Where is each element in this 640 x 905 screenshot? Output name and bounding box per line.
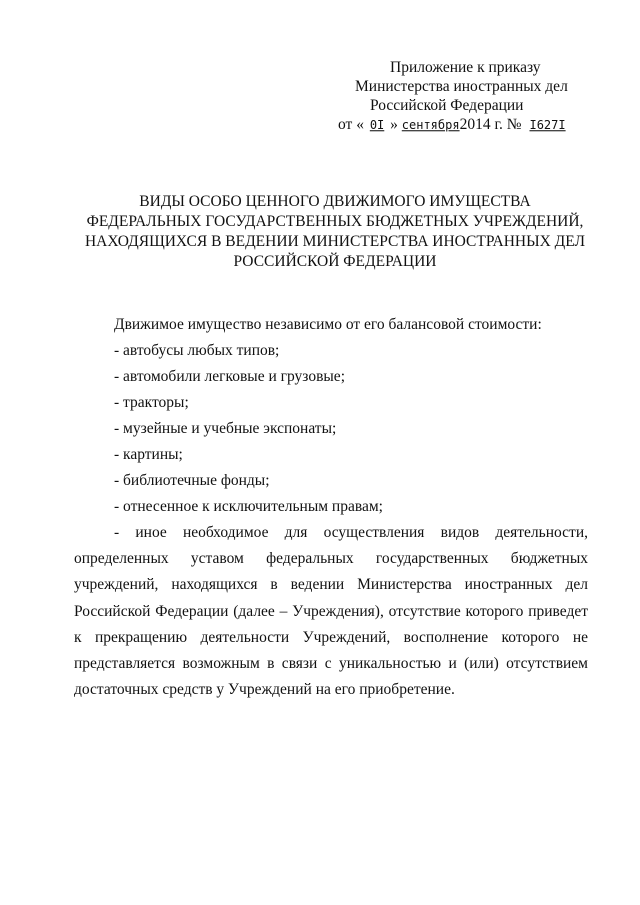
final-paragraph: - иное необходимое для осуществления видов деятельности, определенных уставом федеральных государственных бюджетных учреждений, находящихся в ведении Министерства иностранных дел Российской Федерации (далее – Учреждения), отсутствие которого приведет к прекращению деятельности Учреждений, восполнение которого не представляется возможным в связи с уникальностью и (или) отсутствием достаточных средств у Учреждений на его приобретение. bbox=[74, 524, 588, 699]
order-month: сентября bbox=[401, 117, 460, 133]
order-day: 0I bbox=[369, 117, 385, 133]
document-title bbox=[70, 192, 600, 272]
appendix-line-2: Министерства иностранных дел bbox=[355, 78, 568, 95]
list-item: - отнесенное к исключительным правам; bbox=[114, 498, 383, 515]
list-item: - автобусы любых типов; bbox=[114, 342, 280, 359]
appendix-line-1: Приложение к приказу bbox=[390, 59, 541, 76]
list-item: - картины; bbox=[114, 446, 183, 463]
order-number: I627I bbox=[529, 117, 566, 133]
title-line-4: РОССИЙСКОЙ ФЕДЕРАЦИИ bbox=[233, 253, 437, 270]
document-body bbox=[74, 312, 588, 703]
title-line-2: ФЕДЕРАЛЬНЫХ ГОСУДАРСТВЕННЫХ БЮДЖЕТНЫХ УЧРЕЖДЕНИЙ, bbox=[86, 213, 584, 230]
list-item: - тракторы; bbox=[114, 394, 189, 411]
intro-text: Движимое имущество независимо от его балансовой стоимости: bbox=[114, 316, 542, 333]
title-line-3: НАХОДЯЩИХСЯ В ВЕДЕНИИ МИНИСТЕРСТВА ИНОСТРАННЫХ ДЕЛ bbox=[84, 233, 586, 250]
order-year-text: 2014 г. № bbox=[459, 116, 522, 133]
title-line-1: ВИДЫ ОСОБО ЦЕННОГО ДВИЖИМОГО ИМУЩЕСТВА bbox=[139, 193, 531, 210]
order-mid: » bbox=[390, 116, 398, 133]
appendix-header bbox=[330, 58, 590, 135]
list-item: - музейные и учебные экспонаты; bbox=[114, 420, 337, 437]
order-reference bbox=[330, 115, 590, 135]
list-item: - библиотечные фонды; bbox=[114, 472, 270, 489]
appendix-line-3: Российской Федерации bbox=[370, 97, 524, 114]
property-list bbox=[74, 338, 588, 520]
list-item: - автомобили легковые и грузовые; bbox=[114, 368, 345, 385]
order-prefix: от « bbox=[338, 116, 364, 133]
